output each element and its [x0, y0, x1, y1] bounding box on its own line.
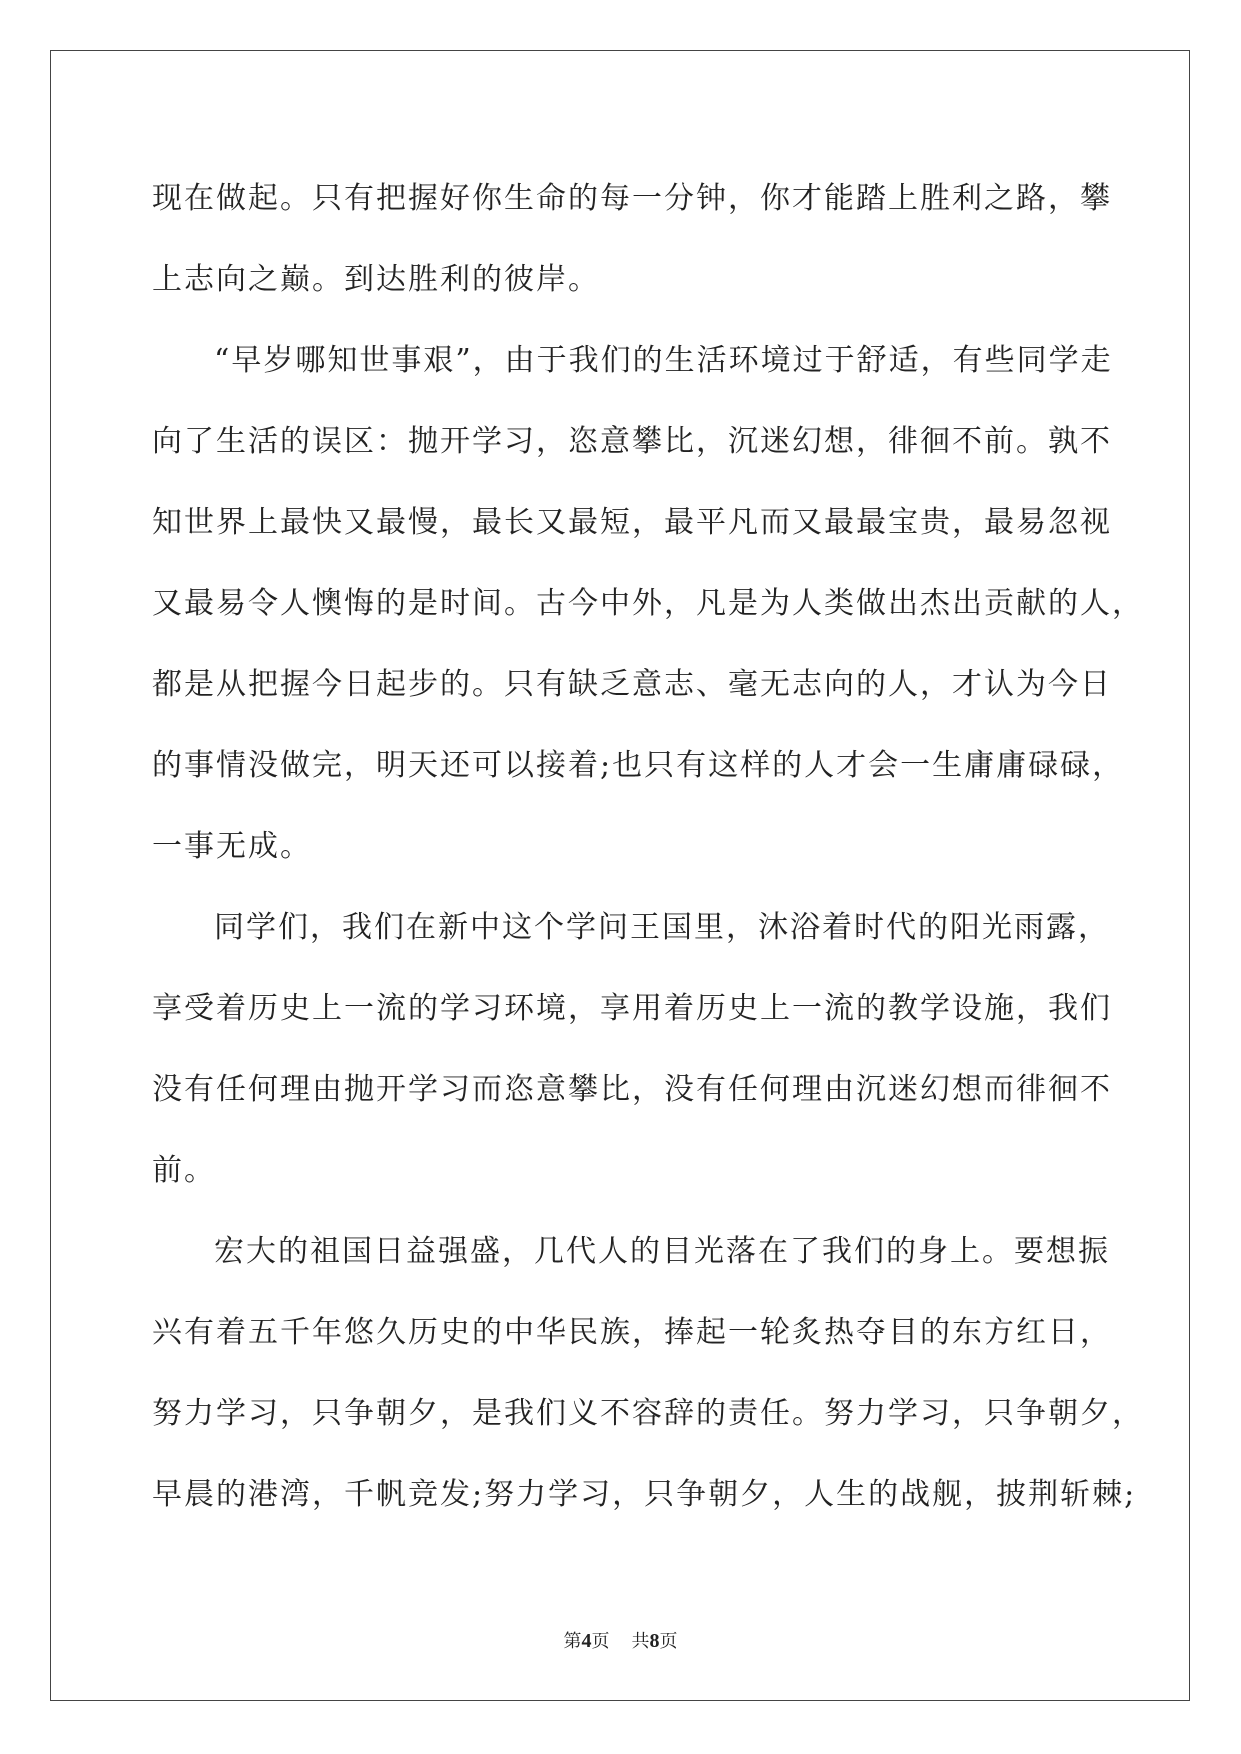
total-suffix: 页	[659, 1631, 678, 1652]
page-footer	[0, 1627, 1241, 1653]
paragraph-1	[152, 158, 1112, 320]
text-line: 现在做起。只有把握好你生命的每一分钟，你才能踏上胜利之路，攀	[152, 181, 1112, 216]
paragraph-2	[152, 320, 1144, 887]
text-line: “早岁哪知世事艰”，由于我们的生活环境过于舒适，有些同学走	[214, 343, 1113, 378]
text-line: 又最易令人懊悔的是时间。古今中外，凡是为人类做出杰出贡献的人，	[152, 586, 1144, 621]
page-suffix: 页	[591, 1631, 610, 1652]
document-body	[152, 158, 1144, 1535]
page-number: 4	[581, 1630, 592, 1652]
page-prefix: 第	[563, 1631, 582, 1652]
text-line: 享受着历史上一流的学习环境，享用着历史上一流的教学设施，我们	[152, 991, 1112, 1026]
text-line: 宏大的祖国日益强盛，几代人的目光落在了我们的身上。要想振	[214, 1234, 1110, 1269]
text-line: 一事无成。	[152, 829, 312, 864]
text-line: 前。	[152, 1153, 216, 1188]
text-line: 早晨的港湾，千帆竞发;努力学习，只争朝夕，人生的战舰，披荆斩棘;	[152, 1477, 1137, 1512]
text-line: 兴有着五千年悠久历史的中华民族，捧起一轮炙热夺目的东方红日，	[152, 1315, 1112, 1350]
paragraph-4	[152, 1211, 1144, 1535]
total-pages: 8	[649, 1630, 660, 1652]
text-line: 的事情没做完，明天还可以接着;也只有这样的人才会一生庸庸碌碌，	[152, 748, 1125, 783]
text-line: 都是从把握今日起步的。只有缺乏意志、毫无志向的人，才认为今日	[152, 667, 1112, 702]
text-line: 知世界上最快又最慢，最长又最短，最平凡而又最最宝贵，最易忽视	[152, 505, 1112, 540]
text-line: 上志向之巅。到达胜利的彼岸。	[152, 262, 600, 297]
text-line: 努力学习，只争朝夕，是我们义不容辞的责任。努力学习，只争朝夕，	[152, 1396, 1144, 1431]
total-prefix: 共	[631, 1631, 650, 1652]
paragraph-3	[152, 887, 1112, 1211]
text-line: 同学们，我们在新中这个学问王国里，沐浴着时代的阳光雨露，	[214, 910, 1110, 945]
text-line: 没有任何理由抛开学习而恣意攀比，没有任何理由沉迷幻想而徘徊不	[152, 1072, 1112, 1107]
text-line: 向了生活的误区：抛开学习，恣意攀比，沉迷幻想，徘徊不前。孰不	[152, 424, 1112, 459]
